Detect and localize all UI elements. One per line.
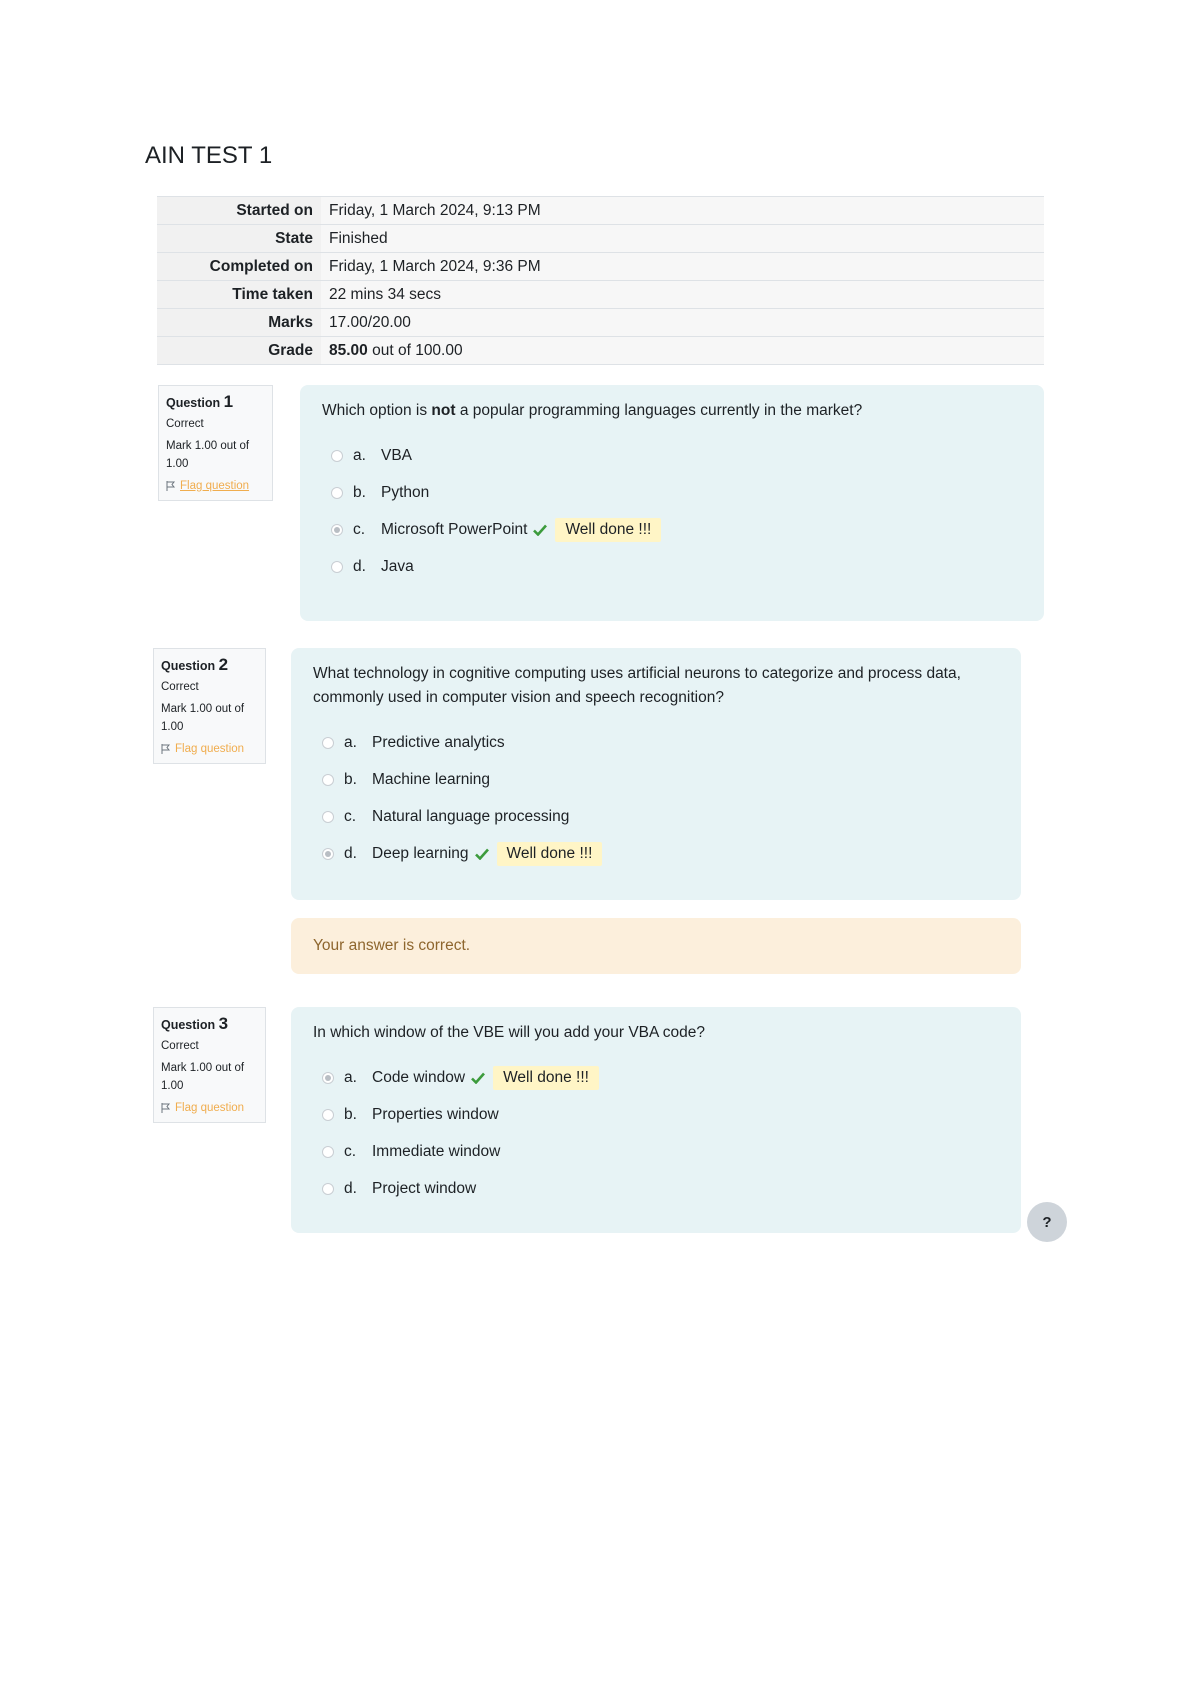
option-letter: d. [344, 844, 357, 862]
question-state: Correct [161, 1040, 199, 1052]
answer-option[interactable] [322, 548, 1022, 585]
question-content-1 [300, 385, 1044, 621]
radio-button-checked[interactable] [322, 1072, 334, 1084]
question-number-line [161, 655, 258, 675]
question-number: 3 [218, 1014, 229, 1033]
correct-check-icon [471, 1072, 485, 1084]
answer-option[interactable] [313, 724, 999, 761]
summary-row-started [157, 197, 1044, 225]
summary-value [321, 337, 1044, 365]
option-text: Predictive analytics [372, 733, 505, 751]
radio-button[interactable] [331, 561, 343, 573]
question-content-3 [291, 1007, 1021, 1233]
option-letter: d. [344, 1179, 357, 1197]
specific-feedback: Well done !!! [493, 1066, 599, 1090]
answer-option[interactable] [313, 1170, 999, 1207]
question-label: Question [161, 1018, 216, 1032]
summary-value: Friday, 1 March 2024, 9:36 PM [321, 253, 1044, 281]
question-grade: Mark 1.00 out of 1.00 [166, 440, 250, 470]
flag-question-label: Flag question [180, 479, 250, 492]
question-number: 1 [223, 392, 234, 411]
question-text-part: Which option is [322, 402, 432, 419]
help-button[interactable]: ? [1027, 1202, 1067, 1242]
question-text [322, 399, 1022, 423]
summary-label: Started on [157, 197, 321, 225]
option-text: Immediate window [372, 1142, 501, 1160]
answer-option[interactable] [313, 798, 999, 835]
option-letter: c. [344, 807, 357, 825]
flag-question-label: Flag question [175, 742, 245, 755]
answer-options [313, 1059, 999, 1207]
question-text: In which window of the VBE will you add your VBA code? [313, 1024, 706, 1041]
option-text: Python [381, 483, 430, 501]
answer-option-selected[interactable] [313, 1059, 999, 1096]
option-text: Microsoft PowerPoint [381, 520, 528, 538]
question-grade: Mark 1.00 out of 1.00 [161, 1062, 245, 1092]
answer-option[interactable] [322, 474, 1022, 511]
question-outcome: Your answer is correct. [291, 918, 1021, 974]
correct-check-icon [533, 524, 547, 536]
flag-icon [161, 1103, 171, 1113]
option-letter: a. [344, 1068, 357, 1086]
flag-question-link[interactable] [161, 1102, 258, 1114]
answer-options [322, 437, 1022, 585]
radio-button[interactable] [322, 1146, 334, 1158]
flag-question-label: Flag question [175, 1101, 245, 1114]
option-letter: c. [344, 1142, 357, 1160]
radio-button[interactable] [322, 1109, 334, 1121]
option-text: Machine learning [372, 770, 491, 788]
answer-option[interactable] [313, 1133, 999, 1170]
summary-row-time [157, 281, 1044, 309]
radio-button[interactable] [322, 1183, 334, 1195]
option-letter: c. [353, 520, 366, 538]
radio-button[interactable] [331, 450, 343, 462]
grade-value: 85.00 [329, 341, 368, 359]
summary-value: Finished [321, 225, 1044, 253]
summary-row-completed [157, 253, 1044, 281]
question-label: Question [161, 659, 216, 673]
correct-check-icon [475, 848, 489, 860]
answer-option-selected[interactable] [313, 835, 999, 872]
attempt-summary-table [157, 196, 1044, 365]
option-text: Natural language processing [372, 807, 570, 825]
radio-button[interactable] [322, 774, 334, 786]
option-letter: a. [353, 446, 366, 464]
radio-button-checked[interactable] [331, 524, 343, 536]
question-number-line [166, 392, 265, 412]
flag-question-link[interactable] [161, 743, 258, 755]
option-text: Project window [372, 1179, 477, 1197]
summary-label: Grade [157, 337, 321, 365]
summary-row-marks [157, 309, 1044, 337]
question-info-1 [158, 385, 273, 501]
flag-icon [161, 744, 171, 754]
summary-row-state [157, 225, 1044, 253]
option-letter: a. [344, 733, 357, 751]
option-text: Properties window [372, 1105, 499, 1123]
summary-label: Marks [157, 309, 321, 337]
radio-button-checked[interactable] [322, 848, 334, 860]
radio-button[interactable] [322, 811, 334, 823]
summary-label: Time taken [157, 281, 321, 309]
specific-feedback: Well done !!! [555, 518, 661, 542]
summary-label: State [157, 225, 321, 253]
option-letter: b. [344, 1105, 357, 1123]
radio-button[interactable] [331, 487, 343, 499]
question-grade: Mark 1.00 out of 1.00 [161, 703, 245, 733]
summary-value: Friday, 1 March 2024, 9:13 PM [321, 197, 1044, 225]
option-text: Java [381, 557, 414, 575]
answer-option[interactable] [313, 761, 999, 798]
question-text: What technology in cognitive computing uses artificial neurons to categorize and process data, commonly used in computer vision and speech recognition? [313, 665, 961, 707]
option-letter: b. [353, 483, 366, 501]
question-content-2 [291, 648, 1021, 900]
option-text: Code window [372, 1068, 466, 1086]
question-state: Correct [166, 418, 204, 430]
summary-value: 17.00/20.00 [321, 309, 1044, 337]
answer-option[interactable] [313, 1096, 999, 1133]
grade-suffix: out of 100.00 [372, 341, 463, 359]
summary-value: 22 mins 34 secs [321, 281, 1044, 309]
option-letter: d. [353, 557, 366, 575]
question-number: 2 [218, 655, 229, 674]
option-text: VBA [381, 446, 413, 464]
flag-icon [166, 481, 176, 491]
page-title: AIN TEST 1 [145, 142, 273, 169]
question-text-part: a popular programming languages currently in the market? [455, 402, 863, 419]
option-text: Deep learning [372, 844, 469, 862]
question-state: Correct [161, 681, 199, 693]
radio-button[interactable] [322, 737, 334, 749]
question-info-2 [153, 648, 266, 764]
specific-feedback: Well done !!! [497, 842, 603, 866]
question-number-line [161, 1014, 258, 1034]
question-info-3 [153, 1007, 266, 1123]
flag-question-link[interactable] [166, 480, 265, 492]
summary-row-grade [157, 337, 1044, 365]
question-label: Question [166, 396, 221, 410]
answer-options [313, 724, 999, 872]
answer-option-selected[interactable] [322, 511, 1022, 548]
summary-label: Completed on [157, 253, 321, 281]
question-text-bold: not [431, 402, 456, 419]
answer-option[interactable] [322, 437, 1022, 474]
option-letter: b. [344, 770, 357, 788]
